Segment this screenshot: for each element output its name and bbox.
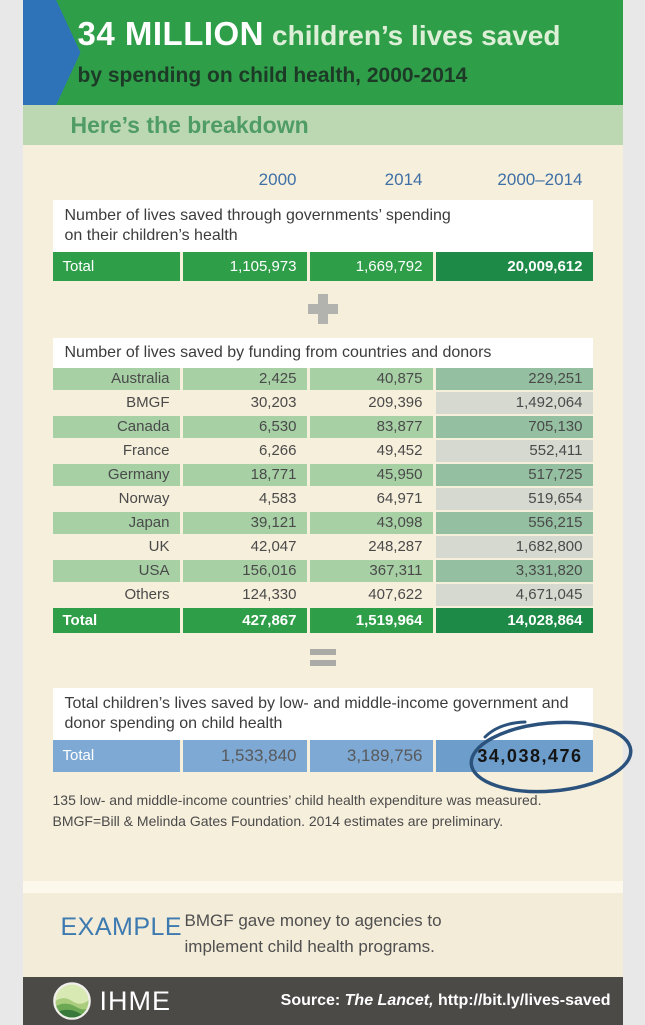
row-value-2000: 156,016 [183, 560, 307, 582]
page-title [78, 14, 561, 61]
row-value-2014: 43,098 [310, 512, 433, 534]
example-text [185, 908, 442, 977]
example-text-line: implement child health programs. [185, 934, 442, 960]
row-label: UK [53, 536, 180, 558]
row-value-range: 1,492,064 [436, 392, 593, 414]
row-value-2014: 64,971 [310, 488, 433, 510]
row-label: BMGF [53, 392, 180, 414]
row-label: Australia [53, 368, 180, 390]
breakdown-band [23, 105, 623, 145]
row-label: France [53, 440, 180, 462]
row-value-range: 705,130 [436, 416, 593, 438]
total-2014: 1,669,792 [310, 252, 433, 281]
row-label: Others [53, 584, 180, 606]
row-value-2014: 45,950 [310, 464, 433, 486]
column-header-2014: 2014 [310, 170, 433, 192]
row-value-range: 4,671,045 [436, 584, 593, 606]
main-content [23, 170, 623, 881]
row-value-2000: 30,203 [183, 392, 307, 414]
page-subtitle: by spending on child health, 2000-2014 [78, 61, 561, 91]
total-2000: 427,867 [183, 608, 307, 633]
row-value-2014: 407,622 [310, 584, 433, 606]
row-value-range: 3,331,820 [436, 560, 593, 582]
donor-rows [53, 368, 593, 606]
table-combined-caption [53, 688, 593, 740]
column-header-2000: 2000 [183, 170, 307, 192]
ihme-logo [53, 982, 172, 1020]
table-donors-caption: Number of lives saved by funding from countries and donors [53, 338, 593, 368]
table-row [53, 488, 593, 510]
header-banner [23, 0, 623, 105]
table-government-total-row [53, 252, 593, 281]
row-value-2000: 6,266 [183, 440, 307, 462]
source-link: http://bit.ly/lives-saved [434, 992, 611, 1009]
footnote-line: BMGF=Bill & Melinda Gates Foundation. 2014 estimates are preliminary. [53, 811, 623, 832]
row-value-2000: 124,330 [183, 584, 307, 606]
row-value-2000: 18,771 [183, 464, 307, 486]
table-row [53, 464, 593, 486]
source-text [281, 992, 611, 1010]
footnote [53, 790, 623, 832]
column-headers [53, 170, 593, 192]
breakdown-label: Here’s the breakdown [71, 112, 309, 139]
row-value-2000: 39,121 [183, 512, 307, 534]
row-value-2000: 2,425 [183, 368, 307, 390]
total-2000: 1,533,840 [183, 740, 307, 772]
source-prefix: Source: [281, 992, 345, 1009]
total-range-highlight: 34,038,476 [436, 740, 593, 772]
title-number: 34 MILLION [78, 15, 265, 52]
table-row [53, 368, 593, 390]
row-value-2014: 49,452 [310, 440, 433, 462]
row-label: Canada [53, 416, 180, 438]
table-row [53, 584, 593, 606]
row-value-2014: 248,287 [310, 536, 433, 558]
total-2000: 1,105,973 [183, 252, 307, 281]
source-journal: The Lancet, [345, 992, 434, 1009]
table-row [53, 392, 593, 414]
column-header-range: 2000–2014 [436, 170, 593, 192]
table-donors-total-row [53, 608, 593, 633]
row-value-2014: 367,311 [310, 560, 433, 582]
caption-line: on their children’s health [65, 226, 581, 246]
row-value-range: 556,215 [436, 512, 593, 534]
infographic-page [23, 0, 623, 1000]
footnote-line: 135 low- and middle-income countries’ child health expenditure was measured. [53, 790, 623, 811]
row-value-2014: 40,875 [310, 368, 433, 390]
table-government-caption [53, 200, 593, 252]
total-label: Total [53, 608, 180, 633]
table-row [53, 560, 593, 582]
row-value-2000: 42,047 [183, 536, 307, 558]
row-value-2000: 4,583 [183, 488, 307, 510]
footer-bar [23, 977, 623, 1025]
chevron-arrow-icon [23, 0, 81, 105]
table-row [53, 536, 593, 558]
row-label: Norway [53, 488, 180, 510]
row-value-range: 552,411 [436, 440, 593, 462]
example-label: EXAMPLE [61, 913, 173, 977]
table-row [53, 440, 593, 462]
ihme-globe-icon [53, 982, 91, 1020]
row-value-range: 519,654 [436, 488, 593, 510]
row-value-2000: 6,530 [183, 416, 307, 438]
column-header-spacer [53, 170, 180, 192]
row-value-range: 517,725 [436, 464, 593, 486]
header-text [78, 14, 561, 91]
example-section [23, 893, 623, 977]
total-range: 14,028,864 [436, 608, 593, 633]
table-row [53, 512, 593, 534]
row-label: USA [53, 560, 180, 582]
plus-icon [308, 294, 338, 324]
equals-icon [310, 649, 336, 666]
table-combined-total-row [53, 740, 593, 772]
caption-line: donor spending on child health [65, 714, 581, 734]
caption-line: Number of lives saved through governments’ spending [65, 206, 581, 226]
separator-band [23, 881, 623, 893]
total-2014: 3,189,756 [310, 740, 433, 772]
total-range: 20,009,612 [436, 252, 593, 281]
brand-name: IHME [100, 986, 172, 1017]
caption-line: Total children’s lives saved by low- and middle-income government and [65, 694, 581, 714]
row-value-2014: 83,877 [310, 416, 433, 438]
title-rest: children’s lives saved [272, 20, 560, 51]
total-label: Total [53, 740, 180, 772]
row-value-range: 1,682,800 [436, 536, 593, 558]
row-label: Japan [53, 512, 180, 534]
total-2014: 1,519,964 [310, 608, 433, 633]
row-value-2014: 209,396 [310, 392, 433, 414]
table-row [53, 416, 593, 438]
total-label: Total [53, 252, 180, 281]
row-value-range: 229,251 [436, 368, 593, 390]
row-label: Germany [53, 464, 180, 486]
example-text-line: BMGF gave money to agencies to [185, 908, 442, 934]
